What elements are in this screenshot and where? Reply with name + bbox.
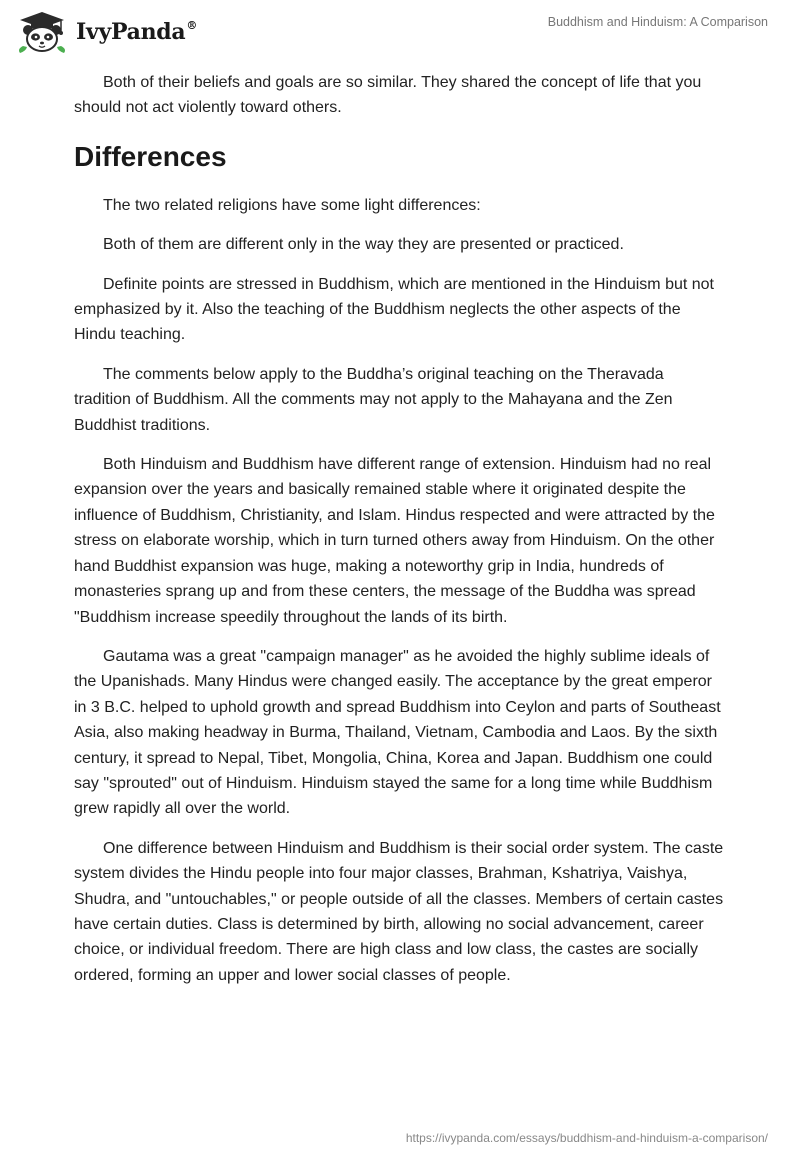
brand-name	[76, 19, 197, 45]
body-paragraph: The comments below apply to the Buddha’s original teaching on the Theravada tradition of Buddhism. All the comments may not apply to the Mahayana and the Zen Buddhist traditions.	[74, 365, 673, 434]
brand-logo[interactable]	[14, 10, 197, 54]
body-paragraph: The two related religions have some light differences:	[103, 196, 481, 214]
body-paragraph: Definite points are stressed in Buddhism, which are mentioned in the Hinduism but not emphasized by it. Also the teaching of the Buddhism neglects the other aspects of the Hindu teaching.	[74, 275, 714, 344]
panda-graduate-icon	[14, 10, 70, 54]
essay-body	[74, 70, 724, 1002]
document-title: Buddhism and Hinduism: A Comparison	[547, 15, 768, 29]
body-paragraph: Both Hinduism and Buddhism have different range of extension. Hinduism had no real expansion over the years and basically remained stable where it originated despite the influence of Buddhism, Christianity, and Islam. Hindus respected and were attracted by the stress on elaborate worship, which in turn turned others away from Hinduism. On the other hand Buddhist expansion was huge, making a noteworthy grip in India, hundreds of monasteries sprang up and from these centers, the message of the Buddha was spread "Buddhism increase speedily throughout the lands of its birth.	[74, 456, 715, 626]
brand-name-text: IvyPanda	[76, 19, 186, 45]
intro-paragraph: Both of their beliefs and goals are so similar. They shared the concept of life that you should not act violently toward others.	[74, 74, 702, 117]
page-header	[0, 0, 800, 64]
body-paragraph: One difference between Hinduism and Buddhism is their social order system. The caste system divides the Hindu people into four major classes, Brahman, Kshatriya, Vaishya, Shudra, and "untouchables," or people outside of all the classes. Members of certain castes have certain duties. Class is determined by birth, allowing no social advancement, career choice, or individual freedom. There are high class and low class, the castes are socially ordered, forming an upper and lower social classes of people.	[74, 839, 724, 984]
body-paragraph: Gautama was a great "campaign manager" as he avoided the highly sublime ideals of the Upanishads. Many Hindus were changed easily. The acceptance by the great emperor in 3 B.C. helped to uphold growth and spread Buddhism into Ceylon and parts of Southeast Asia, also making headway in Burma, Thailand, Vietnam, Cambodia and Laos. By the sixth century, it spread to Nepal, Tibet, Mongolia, China, Korea and Japan. Buddhism one could say "sprouted" out of Hinduism. Hinduism stayed the same for a long time while Buddhism grew rapidly all over the world.	[74, 647, 721, 818]
registered-mark: ®	[186, 18, 198, 32]
section-heading-differences: Differences	[74, 140, 227, 172]
source-url[interactable]: https://ivypanda.com/essays/buddhism-and-hinduism-a-comparison/	[405, 1131, 768, 1145]
body-paragraph: Both of them are different only in the way they are presented or practiced.	[103, 236, 624, 254]
